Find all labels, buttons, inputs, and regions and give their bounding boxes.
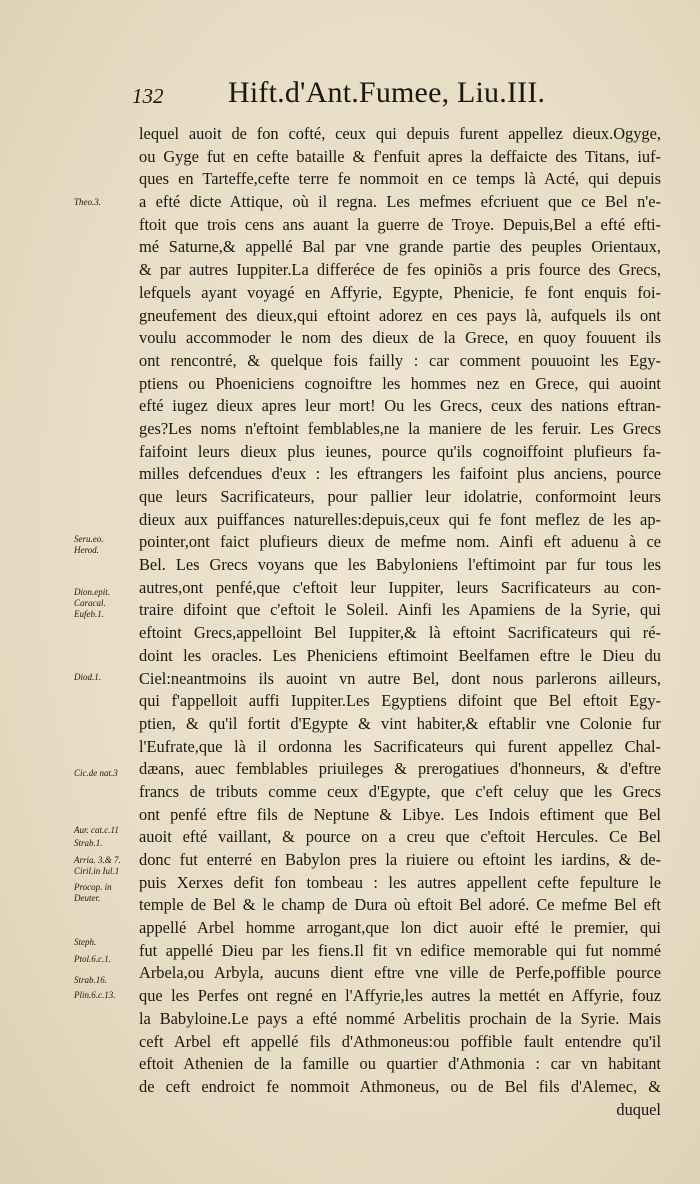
text-line: milles defcendues d'eux : les eftrangers les faifoint plus anciens, pource [139, 464, 661, 484]
text-line: l'Eufrate,que là il ordonna les Sacrificateurs qui furent appellez Chal- [139, 736, 661, 756]
margin-note: Caracal. [74, 598, 106, 608]
margin-note: Cic.de nat.3 [74, 768, 118, 778]
text-line: ptien, & qu'il fortit d'Egypte & vint habiter,& eftablir vne Colonie fur [139, 713, 661, 733]
text-line: qui f'appelloit auffi Iuppiter.Les Egyptiens difoint que Bel eftoit Egy- [139, 691, 661, 711]
margin-note: Strab.16. [74, 975, 108, 985]
text-line: fut appellé Dieu par les fiens.Il fit vn edifice memorable qui fut nommé [139, 940, 661, 960]
text-line: ou Gyge fut en cefte bataille & f'enfuit apres la deffaicte des Titans, iuf- [139, 146, 661, 166]
margin-note: Ptol.6.c.1. [74, 954, 111, 964]
text-line: Arbela,ou Arbyla, aucuns dient eftre vne ville de Perfe,poffible pource [139, 963, 661, 983]
margin-note: Steph. [74, 937, 97, 947]
text-line: que leurs Sacrificateurs, pour pallier leur idolatrie, conformoint leurs [139, 487, 661, 506]
text-line: ftoit que trois cens ans auant la guerre de Troye. Depuis,Bel a efté efti- [139, 214, 661, 234]
margin-note: Strab.1. [74, 838, 103, 848]
margin-note: Dion.epit. [74, 587, 110, 597]
text-line: faifoint leurs dieux plus ieunes, pource qu'ils cognoiffoint plufieurs fa- [139, 441, 661, 461]
text-line: auoit efté vaillant, & pource on a creu que c'eftoit Hercules. Ce Bel [139, 827, 661, 847]
margin-note: Seru.eo. [74, 534, 104, 544]
text-line: a efté dicte Attique, où il regna. Les mefmes efcriuent que ce Bel n'e- [139, 192, 661, 212]
page-number: 132 [132, 84, 164, 108]
text-line: gneufement des dieux,qui eftoint adorez en ces pays là, aufquels ils ont [139, 305, 661, 325]
margin-notes [74, 0, 140, 1184]
text-line: ges?Les noms n'eftoint femblables,ne la maniere de les feruir. Les Grecs [139, 418, 661, 438]
margin-note: Plin.6.c.13. [74, 990, 116, 1000]
text-line: lequel auoit de fon cofté, ceux qui depuis furent appellez dieux.Ogyge, [139, 124, 661, 143]
text-line: Ciel:neantmoins ils auoint vn autre Bel, dont nous parlerons ailleurs, [139, 668, 661, 688]
text-line: Bel. Les Grecs voyans que les Babyloniens l'eftimoint par fur tous les [139, 555, 661, 575]
text-line: eftoit Athenien de la famille ou quartier d'Athmonia : car vn habitant [139, 1054, 661, 1074]
body-text [139, 123, 661, 1121]
margin-note: Eufeb.1. [74, 609, 104, 619]
margin-note: Arria. 3.& 7. [74, 855, 121, 865]
text-line: dæans, auec femblables priuileges & prerogatiues d'honneurs, & d'eftre [139, 759, 661, 779]
text-line: donc fut enterré en Babylon pres la riuiere ou eftoint les iardins, & de- [139, 850, 661, 869]
text-line: autres,ont penfé,que c'eftoit leur Iuppiter, leurs Sacrificateurs au con- [139, 577, 661, 597]
margin-note: Procop. in [74, 882, 112, 892]
text-line: appellé Arbel homme arrogant,que lon dict auoir efté le premier, qui [139, 918, 661, 938]
text-line: de ceft endroict fe nommoit Athmoneus, ou de Bel fils d'Alemec, & [139, 1076, 661, 1096]
text-line: voulu accommoder le nom des dieux de la Grece, en quoy fouuent ils [139, 328, 661, 348]
text-line: eftoint Grecs,appelloint Bel Iuppiter,& là eftoint Sacrificateurs qui ré- [139, 623, 661, 643]
margin-note: Ciril.in Iul.1 [74, 866, 120, 876]
text-line: que les Perfes ont regné en l'Affyrie,les autres la mettét en Affyrie, fouz [139, 986, 661, 1006]
margin-note: Theo.3. [74, 197, 101, 207]
text-line: mé Saturne,& appellé Bal par vne grande partie des peuples Orientaux, [139, 237, 661, 257]
text-line: doint les oracles. Les Pheniciens eftimoint Beelfamen eftre le Dieu du [139, 645, 661, 665]
catchword: duquel [616, 1099, 661, 1119]
text-line: ont rencontré, & quelque fois failly : car comment pouuoint les Egy- [139, 350, 661, 370]
text-line: temple de Bel & le champ de Dura où eftoit Bel adoré. Ce mefme Bel eft [139, 895, 661, 915]
text-line: & par autres Iuppiter.La differéce de fes opiniõs a pris fource des Grecs, [139, 260, 661, 280]
text-line: efté iugez dieux apres leur mort! Ou les Grecs, ceux des nations eftran- [139, 396, 661, 416]
text-line: traire difoint que c'eftoit le Soleil. Ainfi les Apamiens de la Syrie, qui [139, 600, 661, 620]
text-line: ceft Arbel eft appellé fils d'Athmoneus:ou poffible fault entendre qu'il [139, 1031, 661, 1051]
margin-note: Diod.1. [74, 672, 101, 682]
text-line: puis Xerxes defit fon tombeau : les autres appellent cefte fepulture le [139, 872, 661, 892]
text-line: dieux aux puiffances naturelles:depuis,ceux qui fe font meflez de les ap- [139, 509, 661, 529]
text-line: ptiens ou Phoeniciens cognoiftre les hommes nez en Grece, qui auoint [139, 373, 661, 393]
text-line: ont penfé eftre fils de Neptune & Libye. Les Indois eftiment que Bel [139, 804, 661, 824]
running-title: Hift.d'Ant.Fumee, Liu.III. [228, 76, 546, 109]
text-line: ques en Tarteffe,cefte terre fe nommoit en ce temps là Acté, qui depuis [139, 169, 661, 189]
text-line: francs de tributs comme ceux d'Egypte, que c'eft celuy que les Grecs [139, 781, 661, 801]
margin-note: Herod. [74, 545, 99, 555]
text-line: lefquels ayant voyagé en Affyrie, Egypte, Phenicie, fe font enquis foi- [139, 282, 661, 302]
text-line: pointer,ont faict plufieurs dieux de mefme nom. Ainfi eft aduenu à ce [139, 532, 661, 552]
margin-note: Aur. cat.c.11 [74, 825, 119, 835]
margin-note: Deuter. [74, 893, 101, 903]
text-line: la Babyloine.Le pays a efté nommé Arbelitis prochain de la Syrie. Mais [139, 1008, 661, 1028]
